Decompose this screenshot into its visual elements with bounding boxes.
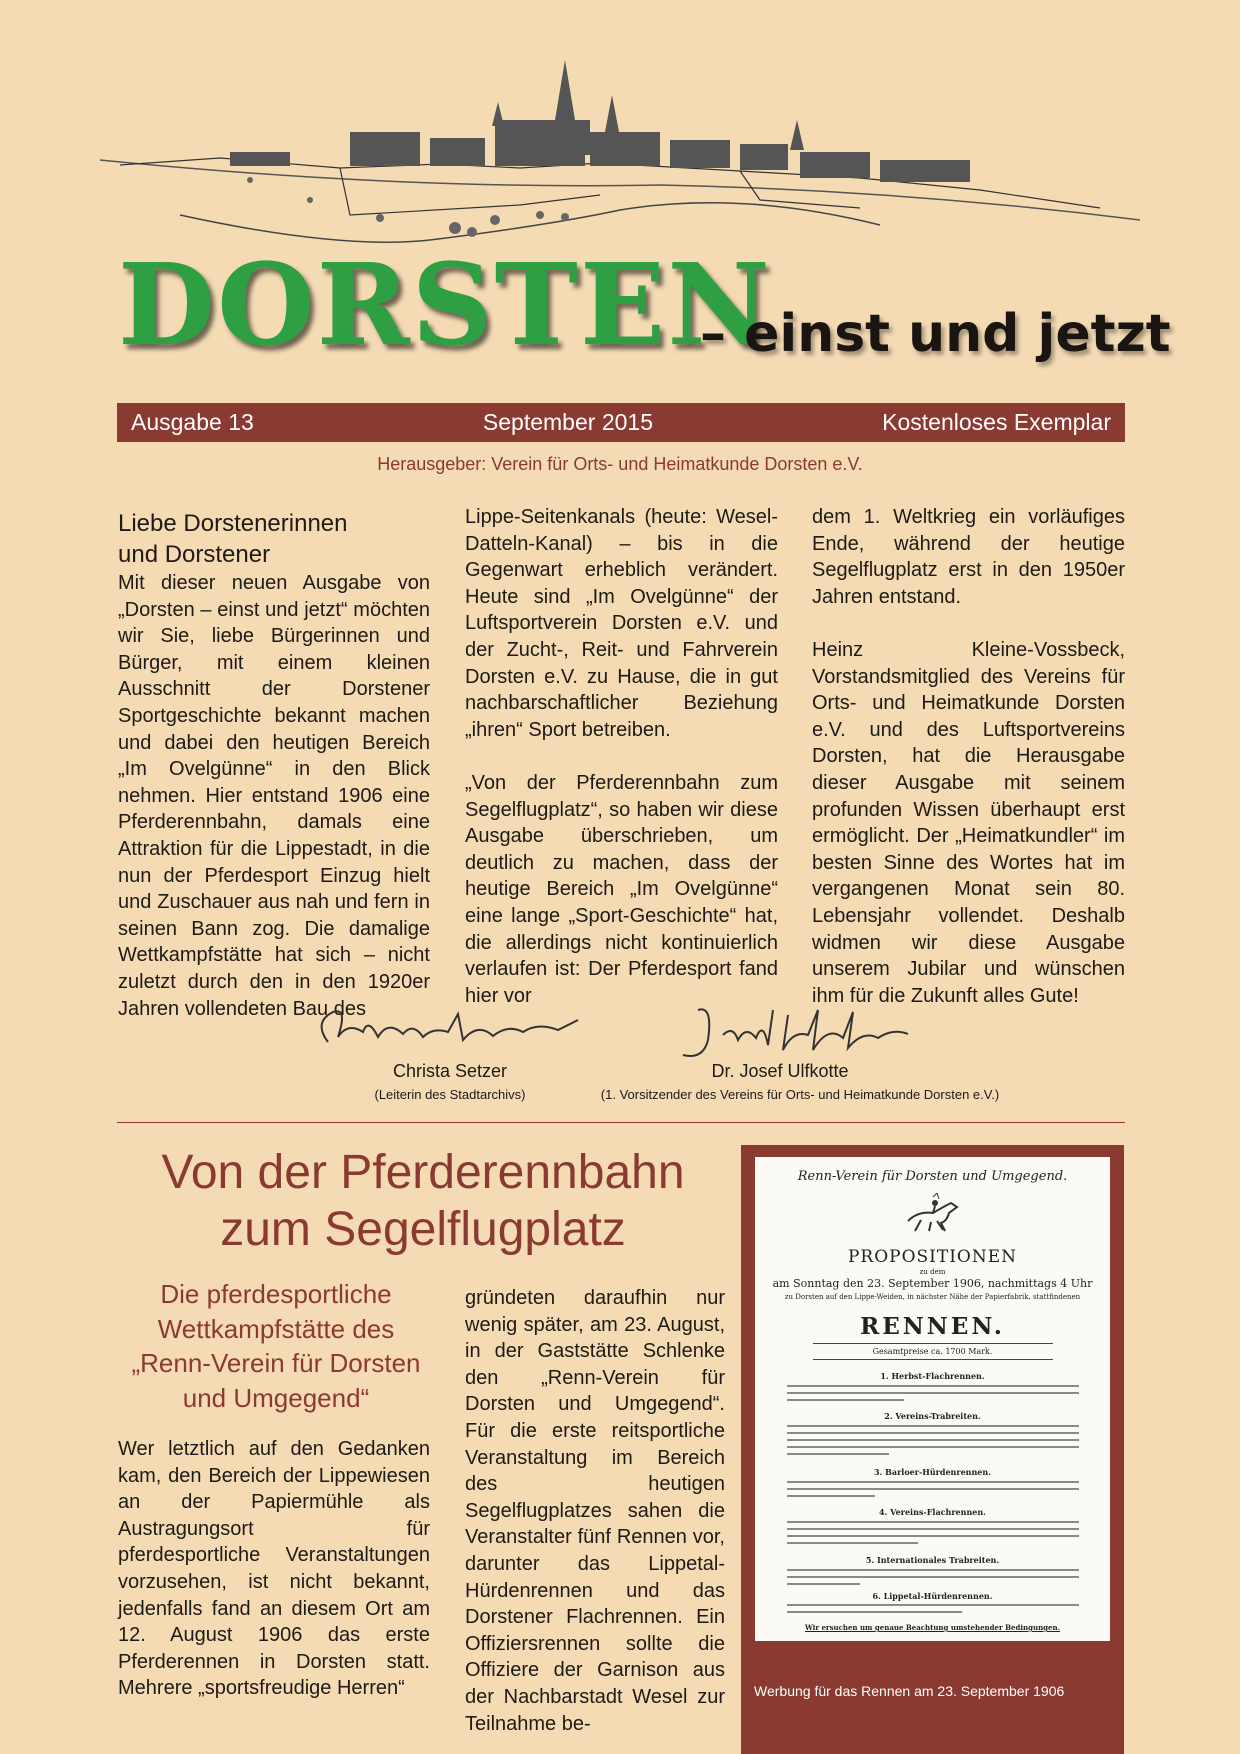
intro-column-3 [812,504,1125,1009]
poster-club-name: Renn-Verein für Dorsten und Umgegend. [797,1169,1068,1184]
article-title [118,1144,728,1258]
text-line [787,1583,860,1585]
signatory-name: Dr. Josef Ulfkotte [711,1061,849,1081]
text-line [787,1392,1079,1394]
poster-rule [813,1343,1053,1344]
issue-date: September 2015 [482,409,653,435]
signature-josef-ulfkotte [668,1000,928,1070]
text-line [787,1495,875,1497]
text-line [787,1432,1079,1434]
article-column-2 [465,1285,725,1737]
text-line [787,1542,918,1544]
historic-race-poster [755,1157,1110,1641]
signatory-name: Christa Setzer [392,1061,508,1081]
masthead-title: DORSTEN [118,240,772,371]
text-line [787,1446,1079,1448]
masthead-subtitle: – einst und jetzt [700,304,1171,364]
text-line [787,1604,1079,1606]
advertisement-caption: Werbung für das Rennen am 23. September 1906 [754,1683,1065,1699]
poster-race-text [787,1481,1079,1502]
text-line [787,1399,904,1401]
poster-date: am Sonntag den 23. September 1906, nachmittags 4 Uhr [772,1277,1093,1290]
text-line [787,1453,889,1455]
issue-banner [117,403,1125,442]
poster-prize: Gesamtpreise ca. 1700 Mark. [872,1347,993,1356]
poster-place: zu Dorsten auf den Lippe-Weiden, in nächster Nähe der Papierfabrik, stattfindenen [784,1293,1081,1301]
greeting-line-1: Liebe Dorstenerinnen [118,510,348,537]
text-line [787,1528,1079,1530]
poster-race-text [787,1425,1079,1460]
article-paragraph: Wer letztlich auf den Gedanken kam, den Bereich der Lippewiesen an der Papiermühle als Austragungsort für pferdesportliche Veranstaltungen vorzusehen, ist nicht bekannt, jedenfalls fand an diesem Ort am 12. August 1906 das erste Pferderennen in Dorsten statt. Mehrere „sportsfreudige Herren“ [118,1438,430,1700]
text-line [787,1488,1079,1490]
poster-race-text [787,1385,1079,1406]
poster-footer: Wir ersuchen um genaue Beachtung umstehender Bedingungen. [804,1623,1061,1632]
poster-race: 5. Internationales Trabreiten. [865,1555,1000,1565]
poster-race-text [787,1604,1079,1618]
text-line [787,1425,1079,1427]
text-line [787,1439,1079,1441]
article-paragraph: gründeten daraufhin nur wenig später, am 23. August, in der Gaststätte Schlenke den „Renn-Verein für Dorsten und Umgegend“. Für die erste reitsportliche Veranstaltung im Bereich des heutigen Segelflugplatzes sahen die Veranstalter fünf Rennen vor, darunter das Lippetal-Hürdenrennen und das Dorstener Flachrennen. Ein Offiziersrennen sollte die Offiziere der Garnison aus der Nachbarstadt Wesel zur Teilnahme be- [465,1287,725,1735]
intro-paragraph: dem 1. Weltkrieg ein vorläufiges Ende, während der heutige Segelflugplatz erst in den 1950er Jahren entstand. [812,506,1125,608]
poster-race: 3. Barloer-Hürdenrennen. [873,1467,991,1477]
text-line [787,1521,1079,1523]
intro-column-1 [118,508,430,1022]
poster-race: 2. Vereins-Trabreiten. [884,1411,981,1421]
intro-paragraph: Mit dieser neuen Ausgabe von „Dorsten – einst und jetzt“ möchten wir Sie, liebe Bürgerinnen und Bürger, mit einem kleinen Ausschnitt der Dorstener Sportgeschichte bekannt machen und dabei den heutigen Bereich „Im Ovelgünne“ in den Blick nehmen. Hier entstand 1906 eine Pferderennbahn, damals eine Attraktion für die Lippestadt, in die nun der Pferdesport Einzug hielt und Zuschauer aus nah und fern in seinen Bann zog. Die damalige Wettkampfstätte hat sich – nicht zuletzt durch den in den 1920er Jahren vollendeten Bau des [118,572,430,1020]
text-line [787,1569,1079,1571]
issue-number: Ausgabe 13 [131,409,254,435]
poster-race-text [787,1569,1079,1590]
section-divider [117,1122,1125,1123]
issue-note: Kostenloses Exemplar [882,409,1111,435]
signature-christa-setzer [308,1002,598,1062]
text-line [787,1611,962,1613]
article-subtitle: Die pferdesportliche Wettkampfstätte des „Renn-Verein für Dorsten und Umgegend“ [131,1279,421,1413]
intro-paragraph: Heinz Kleine-Vossbeck, Vorstandsmitglied des Vereins für Orts- und Heimatkunde Dorsten e.V. und des Luftsportvereins Dorsten, hat die Herausgabe dieser Ausgabe mit seinem profunden Wissen überhaupt erst ermöglicht. Der „Heimatkundler“ im besten Sinne des Wortes hat im vergangenen Monat sein 80. Lebensjahr vollendet. Deshalb widmen wir diese Ausgabe unserem Jubilar und wünschen ihm für die Zukunft alles Gute! [812,638,1125,1007]
poster-rennen: RENNEN. [860,1313,1005,1340]
article-column-1 [118,1436,430,1702]
signatory-role: (1. Vorsitzender des Vereins für Orts- und Heimatkunde Dorsten e.V.) [600,1087,1000,1102]
poster-race: 6. Lippetal-Hürdenrennen. [872,1591,993,1601]
publisher-line: Herausgeber: Verein für Orts- und Heimatkunde Dorsten e.V. [377,454,863,474]
intro-paragraph: „Von der Pferderennbahn zum Segelflugplatz“, so haben wir diese Ausgabe überschrieben, um deutlich zu machen, dass der heutige Bereich „Im Ovelgünne“ eine lange „Sport-Geschichte“ hat, die allerdings nicht kontinuierlich verlaufen ist: Der Pferdesport fand hier vor [465,771,778,1007]
intro-column-2 [465,504,778,1009]
text-line [787,1576,1079,1578]
text-line [787,1481,1079,1483]
article-title-line: zum Segelflugplatz [220,1203,626,1256]
text-line [787,1535,1079,1537]
horse-jockey-icon [903,1193,963,1233]
poster-race-text [787,1521,1079,1549]
signatory-role: (Leiterin des Stadtarchivs) [374,1087,526,1102]
intro-paragraph: Lippe-Seitenkanals (heute: Wesel-Datteln-Kanal) – bis in die Gegenwart erheblich verändert. Heute sind „Im Ovelgünne“ der Luftsportverein Dorsten e.V. und der Zucht-, Reit- und Fahrverein Dorsten e.V. zu Hause, die in gut nachbarschaftlicher Beziehung „ihren“ Sport betreiben. [465,506,778,741]
article-title-line: Von der Pferderennbahn [161,1146,685,1199]
poster-propositions: PROPOSITIONEN [847,1247,1018,1267]
poster-zu: zu dem [919,1268,946,1276]
poster-rule [813,1359,1053,1360]
text-line [787,1385,1079,1387]
greeting-line-2: und Dorstener [118,541,271,568]
poster-race: 4. Vereins-Flachrennen. [879,1507,986,1517]
poster-race: 1. Herbst-Flachrennen. [880,1371,985,1381]
